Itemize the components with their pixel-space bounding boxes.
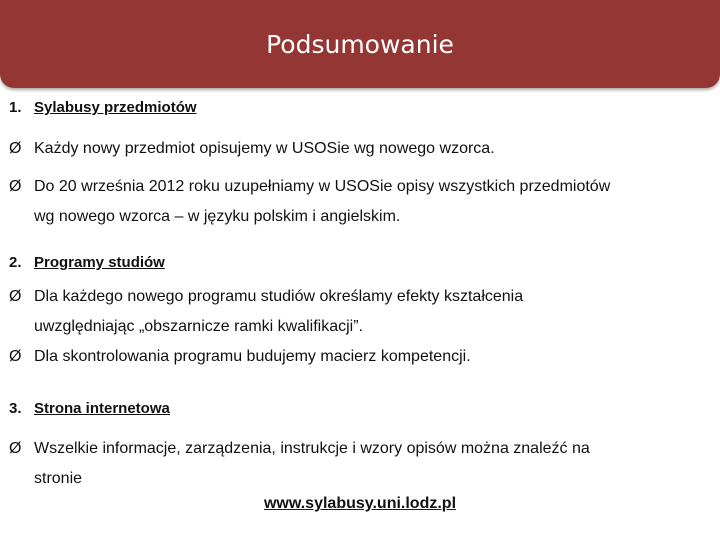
section-number: 2. [9,254,22,271]
bullet-text-continued: stronie [34,470,83,487]
section-heading-3 [9,400,170,418]
arrow-bullet-icon: Ø [9,288,22,305]
section-number: 1. [9,99,22,116]
bullet-text-continued: uwzględniając „obszarnicze ramki kwalifikacji”. [34,318,363,335]
section-heading-1 [9,99,197,117]
website-link[interactable] [264,495,456,512]
bullet-text: Dla skontrolowania programu budujemy macierz kompetencji. [34,348,471,365]
section-title: Sylabusy przedmiotów [34,99,197,116]
bullet-item [9,282,699,342]
arrow-bullet-icon: Ø [9,348,22,365]
arrow-bullet-icon: Ø [9,178,22,195]
bullet-text: Wszelkie informacje, zarządzenia, instrukcje i wzory opisów można znaleźć na [34,440,590,457]
page-title: Podsumowanie [266,30,454,59]
section-title: Strona internetowa [34,400,170,417]
bullet-item [9,342,699,372]
bullet-text: Każdy nowy przedmiot opisujemy w USOSie wg nowego wzorca. [34,140,495,157]
title-banner [0,0,720,88]
section-title: Programy studiów [34,254,165,271]
bullet-item [9,134,699,164]
section-heading-2 [9,254,165,272]
website-link-text: www.sylabusy.uni.lodz.pl [263,495,457,512]
bullet-item [9,172,699,232]
bullet-item [9,434,699,494]
arrow-bullet-icon: Ø [9,440,22,457]
website-link-row [0,494,720,514]
bullet-text: Do 20 września 2012 roku uzupełniamy w USOSie opisy wszystkich przedmiotów [34,178,611,195]
section-number: 3. [9,400,22,417]
arrow-bullet-icon: Ø [9,140,22,157]
bullet-text: Dla każdego nowego programu studiów określamy efekty kształcenia [34,288,524,305]
bullet-text-continued: wg nowego wzorca – w języku polskim i angielskim. [34,208,401,225]
